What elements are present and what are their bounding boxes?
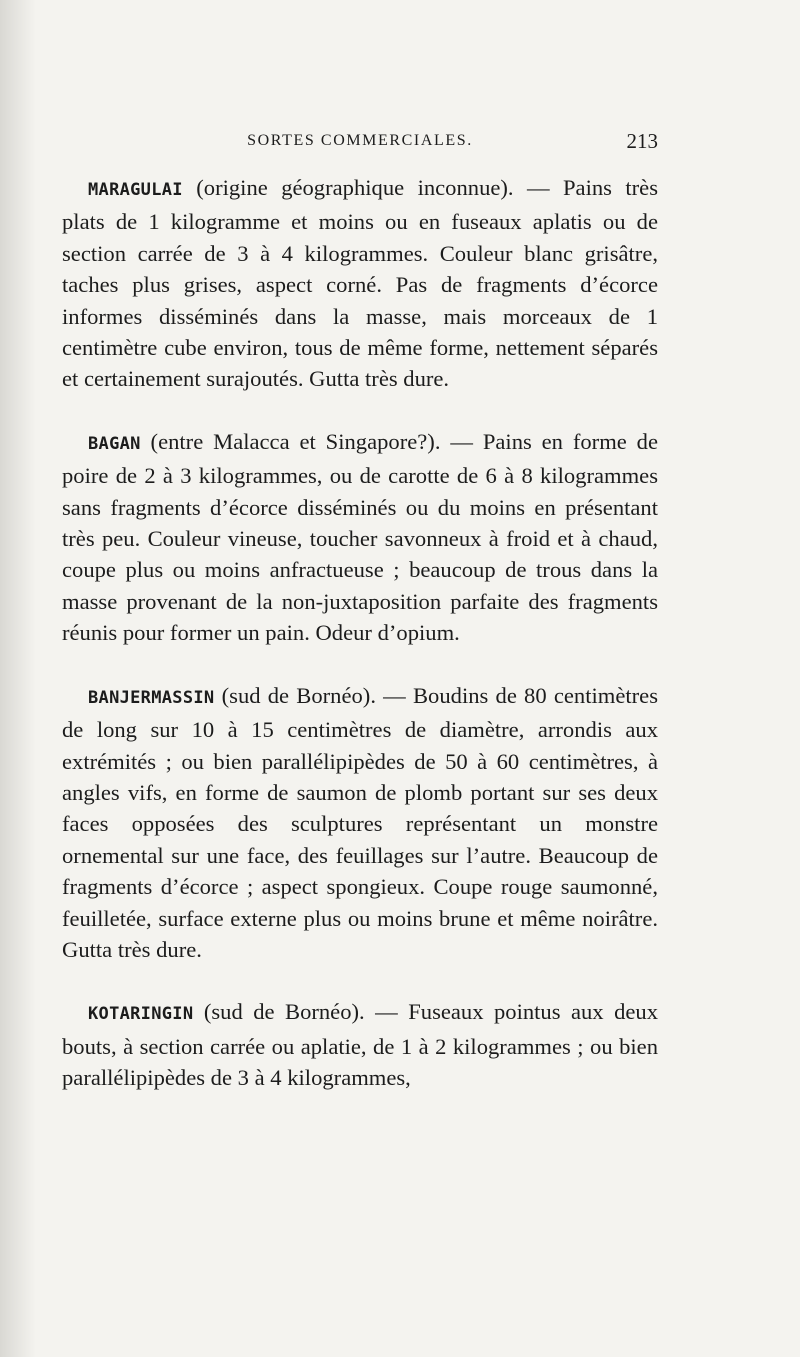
entry-bagan [62,426,658,649]
entry-text: (entre Malacca et Singapore?). — Pains en forme de poire de 2 à 3 kilogrammes, ou de carotte de 6 à 8 kilogrammes sans fragments d’écorce disséminés ou du moins en présentant très peu. Couleur vineuse, toucher savonneux à froid et à chaud, coupe plus ou moins anfractueuse ; beaucoup de trous dans la masse provenant de la non-juxtaposition parfaite des fragments réunis pour former un pain. Odeur d’opium. [62,428,658,646]
entry-text: (origine géographique inconnue). — Pains très plats de 1 kilogramme et moins ou en fuseaux aplatis ou de section carrée de 3 à 4 kilogrammes. Couleur blanc grisâtre, taches plus grises, aspect corné. Pas de fragments d’écorce informes disséminés dans la masse, mais morceaux de 1 centimètre cube environ, tous de même forme, nettement séparés et certainement surajoutés. Gutta très dure. [62,175,658,392]
entry-text: (sud de Bornéo). — Fuseaux pointus aux deux bouts, à section carrée ou aplatie, de 1 à 2 kilogrammes ; ou bien parallélipipèdes de 3 à 4 kilogrammes, [62,999,658,1091]
entry-term: MARAGULAI [88,180,183,200]
page-edge-shadow [0,0,36,1357]
page-body [62,172,658,1094]
entry-term: BAGAN [88,433,141,454]
entry-term: KOTARINGIN [88,1004,194,1025]
entry-text: (sud de Bornéo). — Boudins de 80 centimètres de long sur 10 à 15 centimètres de diamètre, arrondis aux extrémités ; ou bien parallélipipèdes de 50 à 60 centimètres, à angles vifs, en forme de saumon de plomb portant sur ses deux faces opposées des sculptures représentant un monstre ornemental sur une face, des feuillages sur l’autre. Beaucoup de fragments d’écorce ; aspect spongieux. Coupe rouge saumonné, feuilletée, surface externe plus ou moins brune et même noirâtre. Gutta très dure. [62,682,658,962]
running-title: SORTES COMMERCIALES. [247,132,473,149]
running-head [62,129,658,160]
entry-banjermassin [62,680,658,966]
entry-kotaringin [62,996,658,1093]
entry-maragulai [62,172,658,395]
page-number: 213 [626,129,658,153]
entry-term: BANJERMASSIN [88,687,215,708]
